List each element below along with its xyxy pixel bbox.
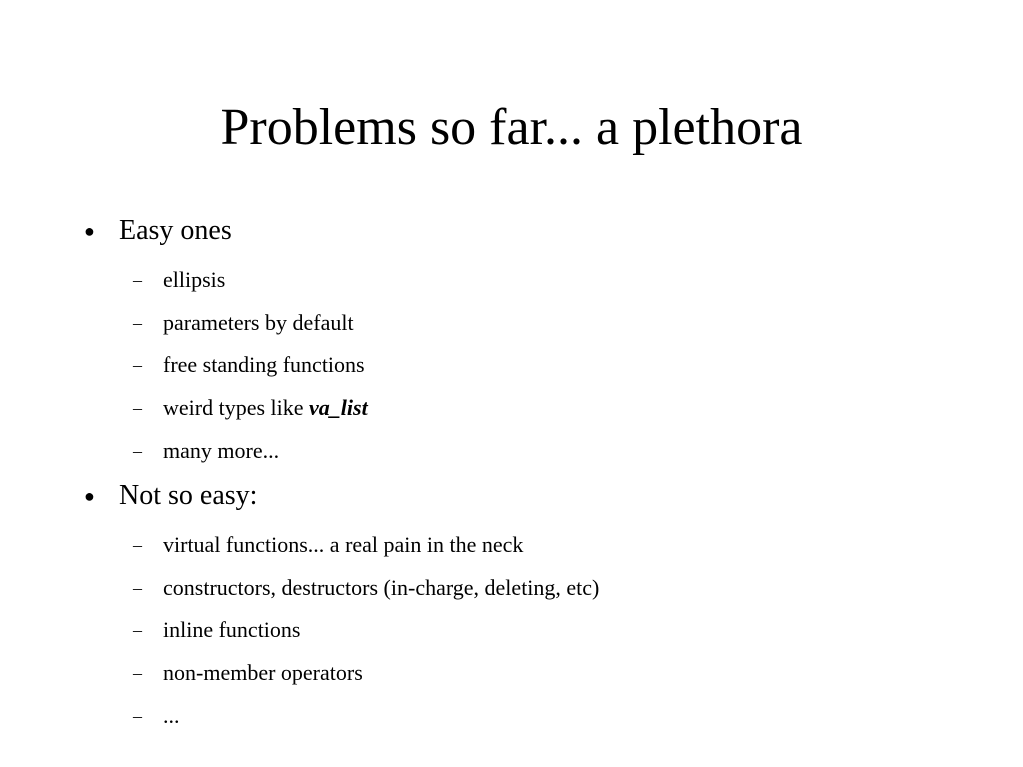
dash-icon: – <box>133 663 142 683</box>
bullet-icon: ● <box>84 486 95 506</box>
dash-icon: – <box>133 706 142 726</box>
dash-icon: – <box>133 578 142 598</box>
code-term: va_list <box>309 395 368 420</box>
list-item-text: free standing functions <box>163 352 365 377</box>
bullet-label: Not so easy: <box>119 480 258 511</box>
dash-icon: – <box>133 620 142 640</box>
list-item-text: non-member operators <box>163 660 363 685</box>
list-item-text: ... <box>163 703 180 728</box>
list-item-text: inline functions <box>163 617 301 642</box>
dash-icon: – <box>133 313 142 333</box>
bullet-label: Easy ones <box>119 215 232 246</box>
list-item-text: many more... <box>163 438 280 463</box>
list-item-text: ellipsis <box>163 267 226 292</box>
dash-icon: – <box>133 355 142 375</box>
list-item-text: constructors, destructors (in-charge, deleting, etc) <box>163 575 600 600</box>
list-item-prefix: weird types like <box>163 395 310 420</box>
list-item-text <box>163 393 368 423</box>
list-item-text: parameters by default <box>163 310 354 335</box>
dash-icon: – <box>133 398 142 418</box>
bullet-icon: ● <box>84 221 95 241</box>
slide-title: Problems so far... a plethora <box>220 99 803 156</box>
dash-icon: – <box>133 441 142 461</box>
list-item-text: virtual functions... a real pain in the neck <box>163 532 524 557</box>
dash-icon: – <box>133 535 142 555</box>
dash-icon: – <box>133 270 142 290</box>
